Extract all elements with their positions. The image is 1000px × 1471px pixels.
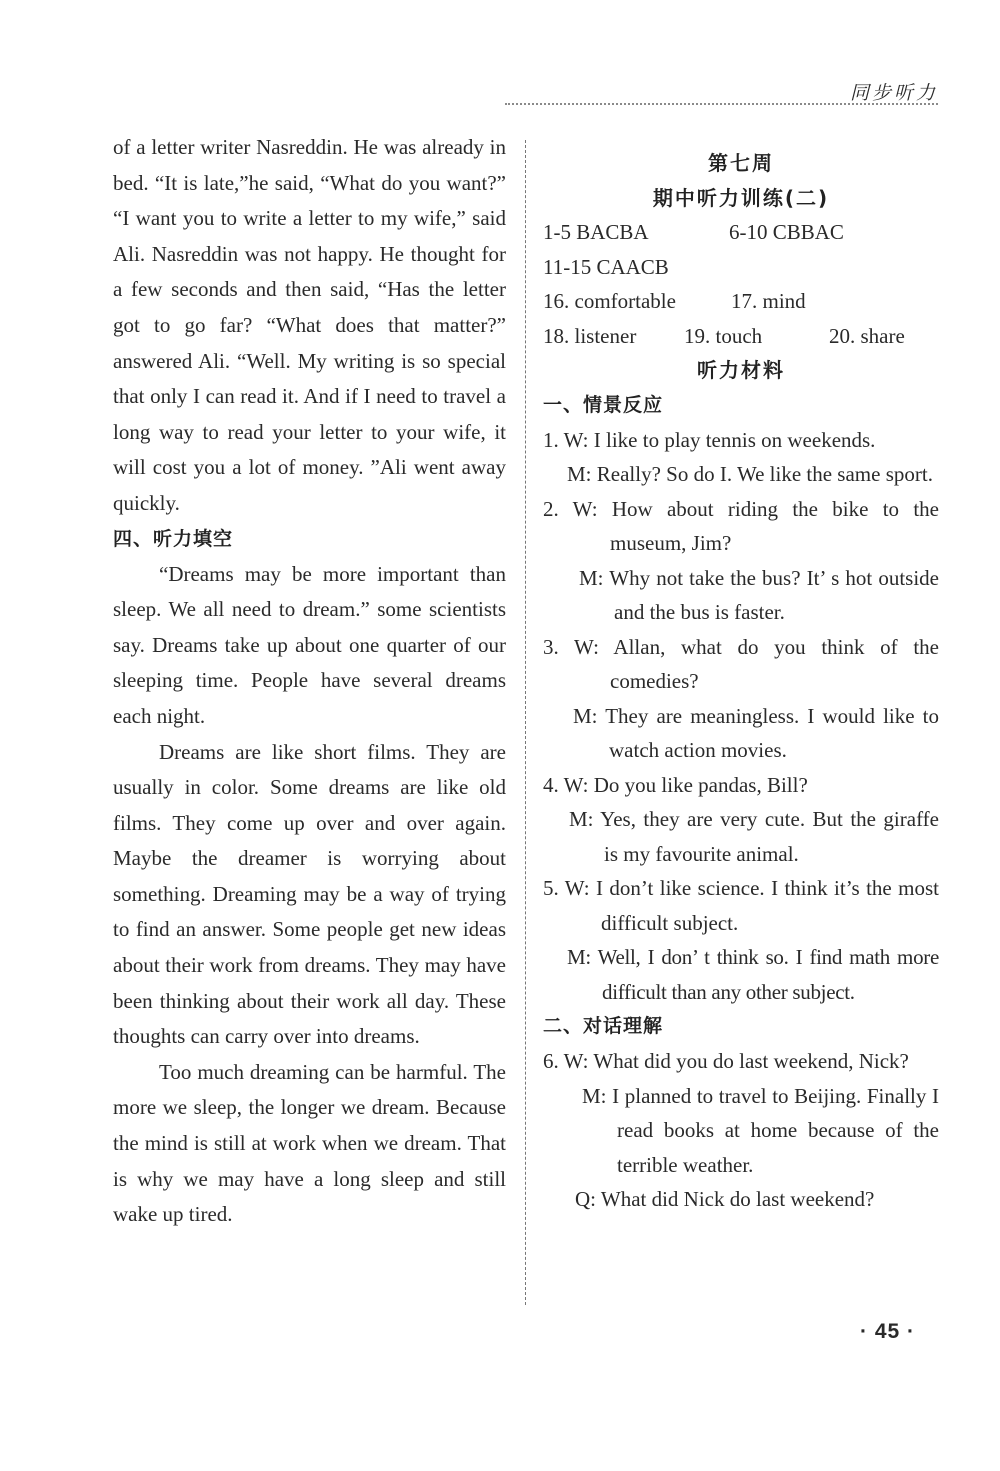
exercise-title: 期中听力训练(二) [652,185,830,210]
passage-paragraph-3: Too much dreaming can be harmful. The more we sleep, the longer we dream. Because the mind is still at work when we dream. That is why we may have a long sleep and still wake up tired. [113,1059,506,1227]
answer-row [543,215,939,250]
answer-item: 18. listener [543,323,637,348]
dialogue-w-line: 3. W: Allan, what do you think of the comedies? [543,634,939,693]
dialogue-m-line: M: They are meaningless. I would like to watch action movies. [573,703,939,762]
dialogue-m-line: M: Well, I don’ t think so. I find math more difficult than any other subject. [567,945,939,1004]
dialogue-m-line: M: Really? So do I. We like the same sport. [567,462,933,486]
question-line: Q: What did Nick do last weekend? [575,1187,875,1211]
dialogue-w-line: 1. W: I like to play tennis on weekends. [543,427,876,452]
dialogue-w-line: 6. W: What did you do last weekend, Nick? [543,1049,909,1073]
answer-item: 16. comfortable [543,289,676,313]
column-divider [525,140,526,1305]
materials-title: 听力材料 [697,358,785,382]
answer-row [543,284,939,319]
answer-item: 19. touch [684,323,763,348]
passage-paragraph-2: Dreams are like short films. They are usually in color. Some dreams are like old films. They come up over and over again. Maybe the dreamer is worrying about something. Dreaming may be a way of trying to find an answer. Some people get new ideas about their work from dreams. They may have been thinking about their work all day. These thoughts can carry over into dreams. [113,739,506,1049]
dialogue-m-line: M: Yes, they are very cute. But the giraffe is my favourite animal. [569,807,939,866]
header-rule [505,103,938,105]
dialogue-w-line: 4. W: Do you like pandas, Bill? [543,772,808,797]
answer-item: 1-5 BACBA [543,220,649,244]
dialogue-m-line: M: Why not take the bus? It’ s hot outside and the bus is faster. [579,565,939,624]
answer-row [543,250,939,285]
running-header-title: 同步听力 [849,82,938,104]
passage-paragraph-1: “Dreams may be more important than sleep. We all need to dream.” some scientists say. Dreams take up about one quarter of our sleeping time. People have several dreams each night. [113,561,506,728]
story-paragraph: of a letter writer Nasreddin. He was already in bed. “It is late,”he said, “What do you want?” “I want you to write a letter to my wife,” said Ali. Nasreddin was not happy. He thought for a few seconds and then said, “Has the letter got to go far? “What does that matter?” answered Ali. “Well. My writing is so special that only I can read it. And if I need to travel a long way to read your letter to your wife, it will cost you a lot of money. ”Ali went away quickly. [113,135,506,515]
left-column [113,130,506,1233]
dialogue-w-line: 5. W: I don’t like science. I think it’s the most difficult subject. [543,876,939,935]
answer-item: 17. mind [731,289,806,313]
section-heading-situational: 一、情景反应 [543,393,664,416]
answer-item: 11-15 CAACB [543,254,669,279]
page-number: · 45 · [860,1320,916,1343]
answer-key [543,215,939,353]
week-title: 第七周 [708,151,774,175]
right-column [543,146,939,1217]
dialogue-w-line: 2. W: How about riding the bike to the museum, Jim? [543,496,939,555]
answer-row [543,319,939,354]
section-heading-dialogue: 二、对话理解 [543,1015,664,1037]
dialogue-m-line: M: I planned to travel to Beijing. Finally I read books at home because of the terrible weather. [582,1083,939,1177]
section-heading-fill-in: 四、听力填空 [113,527,234,550]
answer-item: 6-10 CBBAC [729,220,844,244]
answer-item: 20. share [829,323,905,348]
